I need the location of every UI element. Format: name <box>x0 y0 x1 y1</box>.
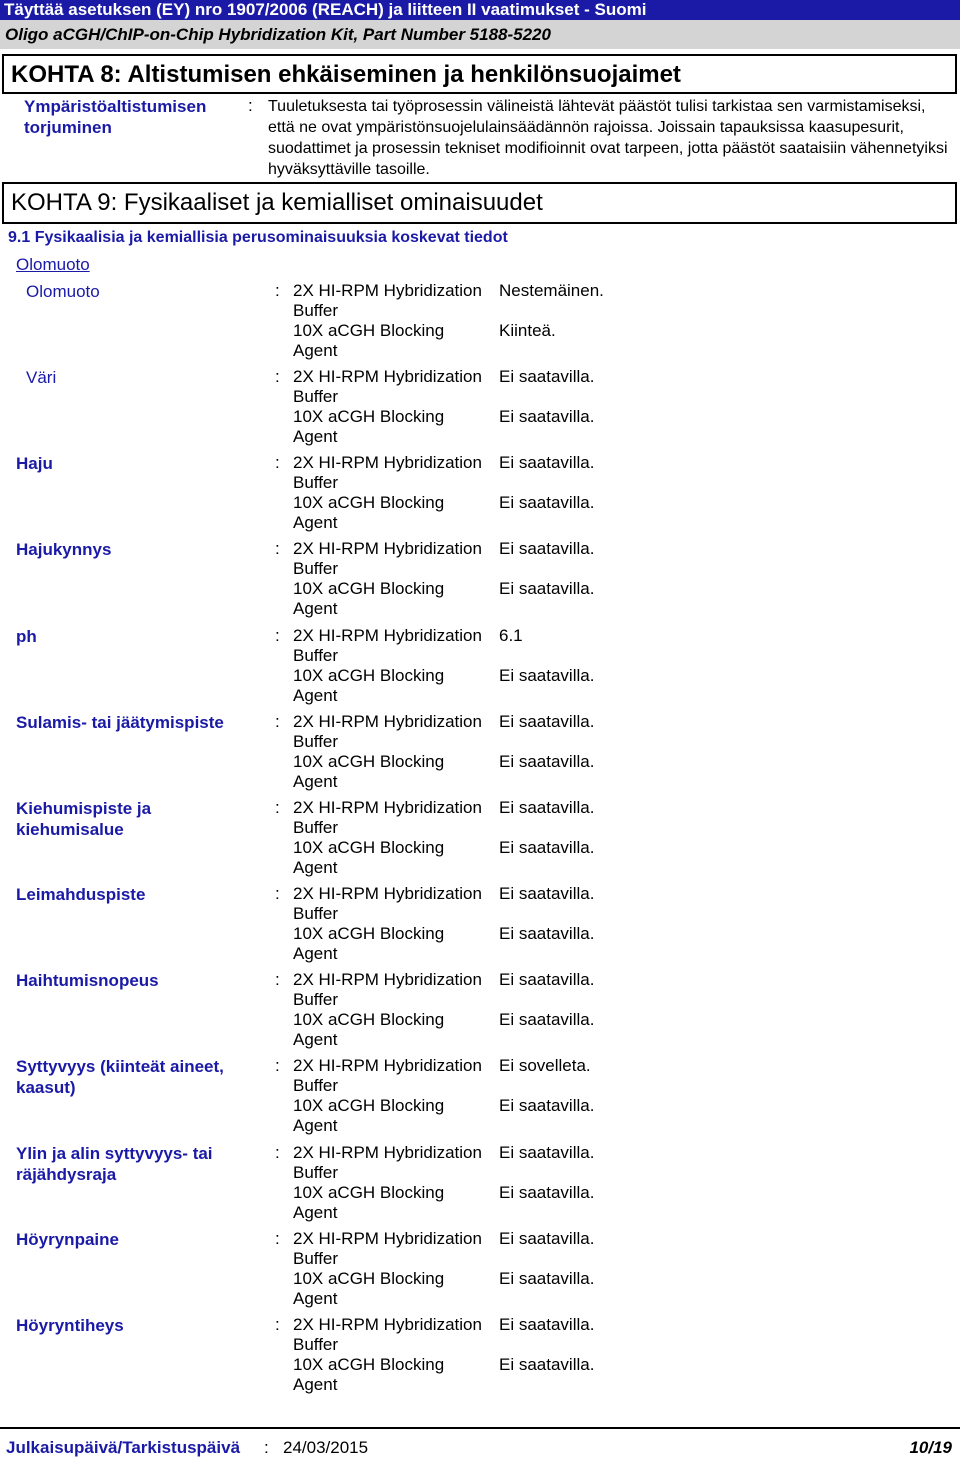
environmental-exposure-colon: : <box>248 96 253 115</box>
component-1-value: Ei saatavilla. <box>499 712 595 731</box>
component-2-name: 10X aCGH Blocking Agent <box>293 666 445 705</box>
component-2-value: Ei saatavilla. <box>499 493 595 512</box>
component-1-name: 2X HI-RPM Hybridization Buffer <box>293 367 482 406</box>
component-1-value: Ei saatavilla. <box>499 367 595 386</box>
component-2-name: 10X aCGH Blocking Agent <box>293 493 445 532</box>
component-2-name: 10X aCGH Blocking Agent <box>293 1010 445 1049</box>
property-name: Haihtumisnopeus <box>16 971 159 990</box>
property-name: Väri <box>26 368 57 387</box>
component-1-name: 2X HI-RPM Hybridization Buffer <box>293 1229 482 1268</box>
property-colon: : <box>275 798 280 817</box>
issue-date-value: 24/03/2015 <box>283 1438 369 1457</box>
property-name: Syttyvyys (kiinteät aineet, kaasut) <box>16 1057 224 1097</box>
property-row <box>0 712 960 798</box>
component-1-name: 2X HI-RPM Hybridization Buffer <box>293 970 482 1009</box>
property-colon: : <box>275 1229 280 1248</box>
component-2-name: 10X aCGH Blocking Agent <box>293 579 445 618</box>
environmental-exposure-label: Ympäristöaltistumisen torjuminen <box>24 97 207 137</box>
component-2-value: Ei saatavilla. <box>499 1010 595 1029</box>
property-name: Leimahduspiste <box>16 885 146 904</box>
component-2-value: Kiinteä. <box>499 321 556 340</box>
component-1-name: 2X HI-RPM Hybridization Buffer <box>293 626 482 665</box>
environmental-exposure-text: Tuuletuksesta tai työprosessin välineistä lähtevät päästöt tulisi tarkistaa sen varmistamiseksi, että ne ovat ympäristönsuojelulainsäädännön rajoissa. Joissain tapauksissa kaasupesurit, suodattimet ja prosessin tekniset modifioinnit ovat tarpeen, jotta päästöt saataisiin vähennetyiksi hyväksyttäville tasoille. <box>268 98 948 178</box>
component-2-name: 10X aCGH Blocking Agent <box>293 1355 445 1394</box>
property-row <box>0 798 960 884</box>
product-title-bar: Oligo aCGH/ChIP-on-Chip Hybridization Kit, Part Number 5188-5220 <box>0 20 960 49</box>
property-row <box>0 1315 960 1401</box>
component-1-value: Ei saatavilla. <box>499 1143 595 1162</box>
property-row <box>0 539 960 625</box>
component-2-name: 10X aCGH Blocking Agent <box>293 407 445 446</box>
regulation-header: Täyttää asetuksen (EY) nro 1907/2006 (REACH) ja liitteen II vaatimukset - Suomi <box>0 0 960 20</box>
property-name: Olomuoto <box>26 282 100 301</box>
property-row <box>0 970 960 1056</box>
component-2-value: Ei saatavilla. <box>499 1269 595 1288</box>
component-2-value: Ei saatavilla. <box>499 666 595 685</box>
property-row <box>0 1229 960 1315</box>
property-colon: : <box>275 884 280 903</box>
property-name: Haju <box>16 454 53 473</box>
component-1-value: Ei saatavilla. <box>499 884 595 903</box>
property-row <box>0 884 960 970</box>
component-1-name: 2X HI-RPM Hybridization Buffer <box>293 1056 482 1095</box>
property-name: Ylin ja alin syttyvyys- tai räjähdysraja <box>16 1144 213 1184</box>
footer <box>0 1432 960 1467</box>
component-1-value: Nestemäinen. <box>499 281 604 300</box>
component-2-value: Ei saatavilla. <box>499 407 595 426</box>
component-1-value: Ei saatavilla. <box>499 970 595 989</box>
component-2-value: Ei saatavilla. <box>499 838 595 857</box>
property-row <box>0 1143 960 1229</box>
property-colon: : <box>275 539 280 558</box>
property-row <box>0 281 960 367</box>
property-colon: : <box>275 367 280 386</box>
property-row <box>0 626 960 712</box>
component-1-name: 2X HI-RPM Hybridization Buffer <box>293 453 482 492</box>
component-1-value: 6.1 <box>499 626 523 645</box>
component-2-name: 10X aCGH Blocking Agent <box>293 1096 445 1135</box>
property-colon: : <box>275 712 280 731</box>
property-colon: : <box>275 1315 280 1334</box>
component-2-name: 10X aCGH Blocking Agent <box>293 924 445 963</box>
component-2-name: 10X aCGH Blocking Agent <box>293 752 445 791</box>
property-name: Hajukynnys <box>16 540 112 559</box>
appearance-group-label: Olomuoto <box>16 255 90 274</box>
property-row <box>0 367 960 453</box>
component-2-name: 10X aCGH Blocking Agent <box>293 1269 445 1308</box>
component-2-value: Ei saatavilla. <box>499 1355 595 1374</box>
section-8-heading: KOHTA 8: Altistumisen ehkäiseminen ja henkilönsuojaimet <box>2 54 957 94</box>
component-1-name: 2X HI-RPM Hybridization Buffer <box>293 712 482 751</box>
property-name: Kiehumispiste ja kiehumisalue <box>16 799 152 839</box>
property-colon: : <box>275 453 280 472</box>
issue-date-colon: : <box>264 1438 269 1457</box>
section-9-heading: KOHTA 9: Fysikaaliset ja kemialliset ominaisuudet <box>2 182 957 224</box>
property-colon: : <box>275 1143 280 1162</box>
component-2-value: Ei saatavilla. <box>499 579 595 598</box>
property-name: ph <box>16 627 37 646</box>
component-1-value: Ei sovelleta. <box>499 1056 591 1075</box>
property-colon: : <box>275 281 280 300</box>
component-2-name: 10X aCGH Blocking Agent <box>293 1183 445 1222</box>
component-1-name: 2X HI-RPM Hybridization Buffer <box>293 281 482 320</box>
component-1-name: 2X HI-RPM Hybridization Buffer <box>293 798 482 837</box>
property-colon: : <box>275 970 280 989</box>
component-1-name: 2X HI-RPM Hybridization Buffer <box>293 1315 482 1354</box>
component-2-value: Ei saatavilla. <box>499 1183 595 1202</box>
component-1-value: Ei saatavilla. <box>499 539 595 558</box>
subsection-9-1-heading: 9.1 Fysikaalisia ja kemiallisia perusominaisuuksia koskevat tiedot <box>8 229 508 246</box>
component-2-name: 10X aCGH Blocking Agent <box>293 838 445 877</box>
property-name: Sulamis- tai jäätymispiste <box>16 713 224 732</box>
component-1-name: 2X HI-RPM Hybridization Buffer <box>293 539 482 578</box>
property-row <box>0 1056 960 1142</box>
component-2-name: 10X aCGH Blocking Agent <box>293 321 445 360</box>
property-name: Höyryntiheys <box>16 1316 124 1335</box>
component-2-value: Ei saatavilla. <box>499 752 595 771</box>
issue-date-label: Julkaisupäivä/Tarkistuspäivä <box>6 1438 241 1457</box>
component-2-value: Ei saatavilla. <box>499 924 595 943</box>
property-name: Höyrynpaine <box>16 1230 119 1249</box>
property-colon: : <box>275 1056 280 1075</box>
component-1-name: 2X HI-RPM Hybridization Buffer <box>293 1143 482 1182</box>
component-1-value: Ei saatavilla. <box>499 453 595 472</box>
property-colon: : <box>275 626 280 645</box>
component-1-value: Ei saatavilla. <box>499 798 595 817</box>
component-2-value: Ei saatavilla. <box>499 1096 595 1115</box>
property-row <box>0 453 960 539</box>
component-1-value: Ei saatavilla. <box>499 1229 595 1248</box>
footer-divider <box>0 1427 960 1429</box>
component-1-value: Ei saatavilla. <box>499 1315 595 1334</box>
page-number: 10/19 <box>909 1438 952 1457</box>
component-1-name: 2X HI-RPM Hybridization Buffer <box>293 884 482 923</box>
